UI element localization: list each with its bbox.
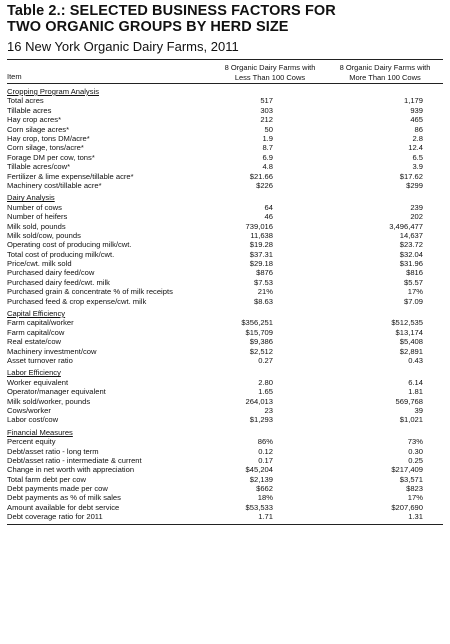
table-row bbox=[7, 268, 443, 277]
table-row bbox=[7, 181, 443, 190]
table-row bbox=[7, 203, 443, 212]
table-title-line-2: TWO ORGANIC GROUPS BY HERD SIZE bbox=[7, 19, 289, 35]
row-label: Tillable acres/cow* bbox=[7, 162, 71, 172]
column-header-row bbox=[7, 60, 443, 82]
row-value-large-farms: 6.5 bbox=[412, 152, 423, 162]
row-label: Farm capital/cow bbox=[7, 327, 65, 337]
row-value-small-farms: $37.31 bbox=[249, 249, 273, 259]
row-value-large-farms: $823 bbox=[406, 484, 423, 494]
table-row bbox=[7, 287, 443, 296]
row-label: Real estate/cow bbox=[7, 337, 62, 347]
table-row bbox=[7, 415, 443, 424]
row-value-small-farms: 1.71 bbox=[258, 512, 273, 522]
row-label: Purchased dairy feed/cow bbox=[7, 268, 95, 278]
row-label: Debt/asset ratio - long term bbox=[7, 446, 99, 456]
table-row bbox=[7, 484, 443, 493]
row-value-large-farms: 465 bbox=[410, 115, 423, 125]
row-value-small-farms: $7.53 bbox=[253, 277, 273, 287]
row-value-large-farms: 17% bbox=[407, 287, 423, 297]
row-label: Number of cows bbox=[7, 202, 62, 212]
table-row bbox=[7, 347, 443, 356]
table-section bbox=[7, 193, 443, 306]
column-header-large-farms bbox=[327, 63, 443, 82]
row-value-large-farms: 239 bbox=[410, 202, 423, 212]
row-label: Total farm debt per cow bbox=[7, 474, 86, 484]
row-label: Debt coverage ratio for 2011 bbox=[7, 512, 103, 522]
row-label: Milk sold, pounds bbox=[7, 221, 66, 231]
row-label: Worker equivalent bbox=[7, 377, 69, 387]
table-row bbox=[7, 297, 443, 306]
table-row bbox=[7, 96, 443, 105]
row-value-small-farms: 212 bbox=[260, 115, 273, 125]
row-value-large-farms: 39 bbox=[414, 405, 423, 415]
row-value-small-farms: 23 bbox=[264, 405, 273, 415]
table-title-line-1: Table 2.: SELECTED BUSINESS FACTORS FOR bbox=[7, 3, 336, 19]
row-value-small-farms: $1,293 bbox=[249, 415, 273, 425]
row-value-small-farms: 11,638 bbox=[250, 230, 273, 240]
row-value-large-farms: $816 bbox=[406, 268, 423, 278]
row-value-large-farms: $5,408 bbox=[399, 337, 423, 347]
row-label: Corn silage, tons/acre* bbox=[7, 143, 84, 153]
header-bottom-rule bbox=[7, 83, 443, 84]
table-row bbox=[7, 106, 443, 115]
table-row bbox=[7, 318, 443, 327]
row-value-large-farms: 3,496,477 bbox=[389, 221, 423, 231]
column-header-small-farms bbox=[213, 63, 327, 82]
table-row bbox=[7, 143, 443, 152]
row-value-large-farms: 2.8 bbox=[412, 133, 423, 143]
table-section bbox=[7, 309, 443, 365]
row-value-small-farms: $29.18 bbox=[249, 259, 273, 269]
column-header-small-farms-line-2: Less Than 100 Cows bbox=[234, 72, 306, 82]
row-value-large-farms: $207,690 bbox=[391, 502, 423, 512]
row-value-large-farms: $7.09 bbox=[403, 296, 423, 306]
row-value-large-farms: $217,409 bbox=[391, 465, 423, 475]
row-label: Debt payments made per cow bbox=[7, 484, 108, 494]
table-row bbox=[7, 378, 443, 387]
row-value-small-farms: $8.63 bbox=[253, 296, 273, 306]
column-header-large-farms-line-2: More Than 100 Cows bbox=[349, 72, 421, 82]
row-label: Hay crop, tons DM/acre* bbox=[7, 133, 90, 143]
row-value-small-farms: 0.12 bbox=[258, 446, 273, 456]
table-row bbox=[7, 447, 443, 456]
row-value-small-farms: $53,533 bbox=[245, 502, 273, 512]
row-value-large-farms: 0.43 bbox=[408, 355, 423, 365]
table-row bbox=[7, 328, 443, 337]
row-value-large-farms: $31.96 bbox=[399, 259, 423, 269]
row-value-large-farms: 86 bbox=[414, 124, 423, 134]
table-row bbox=[7, 222, 443, 231]
table-row bbox=[7, 356, 443, 365]
row-value-large-farms: $17.62 bbox=[399, 171, 423, 181]
row-value-small-farms: 303 bbox=[260, 105, 273, 115]
row-value-large-farms: $23.72 bbox=[399, 240, 423, 250]
row-value-large-farms: $3,571 bbox=[399, 474, 423, 484]
table-row bbox=[7, 397, 443, 406]
table-row bbox=[7, 493, 443, 502]
row-value-small-farms: $2,512 bbox=[249, 346, 273, 356]
row-value-small-farms: $226 bbox=[256, 180, 273, 190]
row-value-small-farms: $9,386 bbox=[249, 337, 273, 347]
row-value-small-farms: 21% bbox=[257, 287, 273, 297]
row-value-small-farms: 1.9 bbox=[262, 133, 273, 143]
row-label: Machinery investment/cow bbox=[7, 346, 97, 356]
row-label: Asset turnover ratio bbox=[7, 355, 73, 365]
table-row bbox=[7, 240, 443, 249]
table-row bbox=[7, 125, 443, 134]
table-row bbox=[7, 172, 443, 181]
row-value-small-farms: 86% bbox=[257, 437, 273, 447]
row-label: Price/cwt. milk sold bbox=[7, 259, 72, 269]
row-label: Corn silage acres* bbox=[7, 124, 70, 134]
row-label: Labor cost/cow bbox=[7, 415, 59, 425]
row-value-large-farms: $512,535 bbox=[391, 318, 423, 328]
row-value-large-farms: $299 bbox=[406, 180, 423, 190]
table-body bbox=[7, 87, 443, 522]
row-value-small-farms: 739,016 bbox=[245, 221, 273, 231]
table-row bbox=[7, 115, 443, 124]
row-label: Cows/worker bbox=[7, 405, 51, 415]
table-row bbox=[7, 134, 443, 143]
row-value-small-farms: $356,251 bbox=[241, 318, 273, 328]
table-section bbox=[7, 428, 443, 522]
row-value-large-farms: 6.14 bbox=[408, 377, 423, 387]
table-row bbox=[7, 387, 443, 396]
table-row bbox=[7, 456, 443, 465]
row-label: Debt/asset ratio - intermediate & current bbox=[7, 455, 142, 465]
row-value-large-farms: $13,174 bbox=[395, 327, 423, 337]
row-label: Machinery cost/tillable acre* bbox=[7, 180, 102, 190]
section-title: Financial Measures bbox=[7, 427, 73, 437]
row-value-small-farms: 517 bbox=[260, 96, 273, 106]
section-title: Labor Efficiency bbox=[7, 368, 61, 378]
row-label: Number of heifers bbox=[7, 212, 68, 222]
row-label: Operating cost of producing milk/cwt. bbox=[7, 240, 132, 250]
row-value-large-farms: 202 bbox=[410, 212, 423, 222]
row-value-small-farms: $662 bbox=[256, 484, 273, 494]
row-value-small-farms: 46 bbox=[264, 212, 273, 222]
section-title: Cropping Program Analysis bbox=[7, 87, 100, 96]
row-value-large-farms: 1,179 bbox=[403, 96, 423, 106]
row-value-large-farms: 0.25 bbox=[408, 455, 423, 465]
row-label: Purchased dairy feed/cwt. milk bbox=[7, 277, 110, 287]
table-row bbox=[7, 231, 443, 240]
row-value-large-farms: 569,768 bbox=[395, 396, 423, 406]
row-value-small-farms: $45,204 bbox=[245, 465, 273, 475]
row-label: Purchased feed & crop expense/cwt. milk bbox=[7, 296, 147, 306]
row-value-small-farms: $19.28 bbox=[249, 240, 273, 250]
row-label: Percent equity bbox=[7, 437, 56, 447]
table-section bbox=[7, 368, 443, 424]
row-label: Total acres bbox=[7, 96, 44, 106]
row-value-small-farms: 6.9 bbox=[262, 152, 273, 162]
table-row bbox=[7, 259, 443, 268]
table-row bbox=[7, 212, 443, 221]
row-value-large-farms: 1.81 bbox=[408, 387, 423, 397]
row-value-large-farms: $2,891 bbox=[399, 346, 423, 356]
column-header-large-farms-line-1: 8 Organic Dairy Farms with bbox=[339, 63, 431, 72]
row-value-small-farms: 18% bbox=[257, 493, 273, 503]
row-value-small-farms: 50 bbox=[264, 124, 273, 134]
table-row bbox=[7, 475, 443, 484]
table-row bbox=[7, 437, 443, 446]
row-value-small-farms: $876 bbox=[256, 268, 273, 278]
row-value-large-farms: $1,021 bbox=[399, 415, 423, 425]
row-value-small-farms: $15,709 bbox=[245, 327, 273, 337]
row-label: Fertilizer & lime expense/tillable acre* bbox=[7, 171, 134, 181]
row-value-small-farms: 8.7 bbox=[262, 143, 273, 153]
table-bottom-rule bbox=[7, 524, 443, 525]
row-label: Amount available for debt service bbox=[7, 502, 120, 512]
column-header-item: Item bbox=[7, 71, 22, 81]
row-label: Hay crop acres* bbox=[7, 115, 62, 125]
table-section bbox=[7, 87, 443, 190]
table-row bbox=[7, 503, 443, 512]
row-value-large-farms: $5.57 bbox=[403, 277, 423, 287]
row-value-large-farms: 939 bbox=[410, 105, 423, 115]
table-row bbox=[7, 278, 443, 287]
row-value-large-farms: 17% bbox=[407, 493, 423, 503]
row-value-small-farms: 64 bbox=[264, 202, 273, 212]
row-label: Purchased grain & concentrate % of milk receipts bbox=[7, 287, 173, 297]
row-value-large-farms: 0.30 bbox=[408, 446, 423, 456]
row-label: Tillable acres bbox=[7, 105, 52, 115]
row-value-large-farms: 12.4 bbox=[408, 143, 423, 153]
section-title: Capital Efficiency bbox=[7, 309, 66, 319]
row-value-small-farms: 4.8 bbox=[262, 162, 273, 172]
row-value-large-farms: 3.9 bbox=[412, 162, 423, 172]
row-label: Operator/manager equivalent bbox=[7, 387, 106, 397]
table-row bbox=[7, 153, 443, 162]
table-row bbox=[7, 337, 443, 346]
row-value-small-farms: 264,013 bbox=[245, 396, 273, 406]
row-value-small-farms: 0.27 bbox=[258, 355, 273, 365]
row-value-small-farms: 2.80 bbox=[258, 377, 273, 387]
row-label: Total cost of producing milk/cwt. bbox=[7, 249, 115, 259]
table-row bbox=[7, 250, 443, 259]
row-value-small-farms: $21.66 bbox=[249, 171, 273, 181]
row-value-large-farms: 14,637 bbox=[399, 230, 423, 240]
row-label: Farm capital/worker bbox=[7, 318, 74, 328]
row-label: Milk sold/worker, pounds bbox=[7, 396, 91, 406]
row-label: Change in net worth with appreciation bbox=[7, 465, 135, 475]
table-row bbox=[7, 465, 443, 474]
row-label: Debt payments as % of milk sales bbox=[7, 493, 121, 503]
table-row bbox=[7, 162, 443, 171]
table-row bbox=[7, 512, 443, 521]
column-header-small-farms-line-1: 8 Organic Dairy Farms with bbox=[224, 63, 316, 72]
row-value-small-farms: $2,139 bbox=[249, 474, 273, 484]
section-title: Dairy Analysis bbox=[7, 193, 55, 203]
table-row bbox=[7, 406, 443, 415]
row-value-large-farms: 1.31 bbox=[408, 512, 423, 522]
row-value-small-farms: 0.17 bbox=[258, 455, 273, 465]
table-subtitle: 16 New York Organic Dairy Farms, 2011 bbox=[7, 39, 239, 54]
row-label: Forage DM per cow, tons* bbox=[7, 152, 95, 162]
row-value-large-farms: 73% bbox=[407, 437, 423, 447]
row-label: Milk sold/cow, pounds bbox=[7, 230, 81, 240]
row-value-large-farms: $32.04 bbox=[399, 249, 423, 259]
row-value-small-farms: 1.65 bbox=[258, 387, 273, 397]
